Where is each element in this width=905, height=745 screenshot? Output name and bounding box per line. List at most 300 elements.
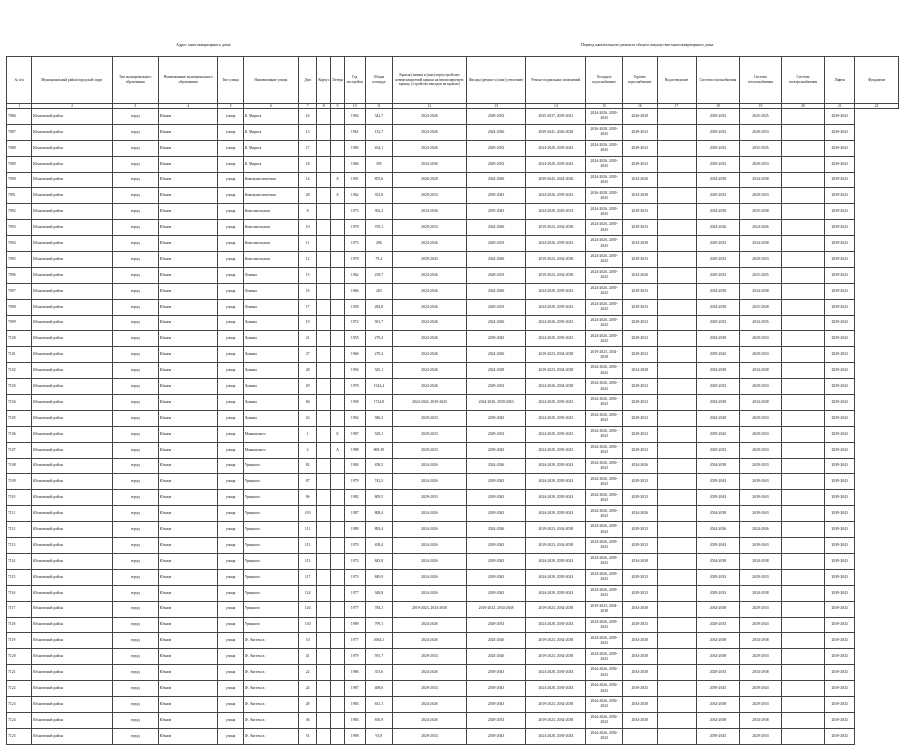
table-cell: 1724,8 — [365, 395, 393, 411]
table-cell: улица — [218, 633, 243, 649]
table-cell: 87 — [298, 474, 316, 490]
table-cell: Ленина — [243, 379, 298, 395]
table-cell: город — [112, 283, 158, 299]
table-cell: Урицкого — [243, 490, 298, 506]
table-cell: 2039-2043 — [825, 712, 855, 728]
table-cell — [331, 220, 345, 236]
table-cell: Юхнов — [158, 696, 218, 712]
table-cell — [331, 315, 345, 331]
column-number: 8 — [317, 104, 331, 109]
table-cell: 2024-2026 — [393, 585, 467, 601]
table-cell: 2029-2033 — [696, 140, 740, 156]
table-cell: 2034-2038 — [740, 363, 781, 379]
table-cell: Юхнов — [158, 109, 218, 125]
table-cell: Ф. Энгельса — [243, 649, 298, 665]
table-cell: 2024-2028, 2039-2043 — [526, 283, 586, 299]
table-cell: 2024-2026 — [393, 140, 467, 156]
table-cell: 1977 — [344, 601, 365, 617]
table-cell — [331, 538, 345, 554]
table-row — [7, 156, 899, 172]
table-cell: 352,8 — [365, 188, 393, 204]
table-cell: 2039-2043 — [466, 442, 526, 458]
table-cell: 2024-2026 — [623, 267, 657, 283]
table-cell: улица — [218, 538, 243, 554]
document-page — [6, 42, 899, 745]
table-cell: 2029-2033 — [623, 585, 657, 601]
table-cell: 2039-2043 — [466, 728, 526, 744]
table-cell: Юхнов — [158, 283, 218, 299]
table-cell: 2029-2033 — [466, 617, 526, 633]
table-cell: Юхновский район — [32, 442, 112, 458]
table-cell: Юхнов — [158, 458, 218, 474]
table-cell: 2024-2026, 2039-2043 — [586, 426, 623, 442]
table-cell: 2024-2026, 2039-2043 — [586, 728, 623, 744]
table-cell: Юхнов — [158, 712, 218, 728]
table-cell: город — [112, 681, 158, 697]
table-cell: 2029-2033 — [696, 585, 740, 601]
table-cell: город — [112, 553, 158, 569]
table-cell: Урицкого — [243, 474, 298, 490]
table-cell: 29 — [298, 379, 316, 395]
table-cell: А — [331, 172, 345, 188]
table-cell: 51 — [298, 728, 316, 744]
table-cell: Юхновский район — [32, 696, 112, 712]
table-row — [7, 601, 899, 617]
table-cell: Ленина — [243, 363, 298, 379]
table-cell — [317, 617, 331, 633]
table-cell: Юхновский район — [32, 601, 112, 617]
table-cell: 2039-2043 — [696, 426, 740, 442]
table-cell: 2034-2036 — [393, 156, 467, 172]
table-cell: 2024-2028, 2039-2043 — [526, 490, 586, 506]
table-cell: 2029-2033 — [696, 665, 740, 681]
table-cell: 1989 — [344, 522, 365, 538]
table-cell: 869,39 — [365, 442, 393, 458]
table-cell: 2025-2028 — [740, 299, 781, 315]
table-cell — [781, 299, 825, 315]
column-header: Наименование муниципального образования — [158, 57, 218, 104]
table-cell: улица — [218, 156, 243, 172]
table-cell: 2025-2025 — [740, 109, 781, 125]
table-cell: Юхнов — [158, 140, 218, 156]
table-cell: 1998 — [344, 728, 365, 744]
column-number: 13 — [466, 104, 526, 109]
table-cell: 2034-2038 — [696, 649, 740, 665]
table-cell: 1972 — [344, 553, 365, 569]
table-cell — [657, 665, 696, 681]
table-cell: Юхновский район — [32, 665, 112, 681]
table-cell: 2029-2033 — [740, 347, 781, 363]
table-cell — [317, 585, 331, 601]
column-number: 15 — [586, 104, 623, 109]
table-cell: город — [112, 379, 158, 395]
table-row — [7, 172, 899, 188]
table-cell: улица — [218, 681, 243, 697]
table-cell — [657, 696, 696, 712]
table-cell — [317, 633, 331, 649]
table-cell: город — [112, 140, 158, 156]
table-cell: 2029-2033 — [740, 601, 781, 617]
table-cell — [331, 458, 345, 474]
table-cell: 28 — [298, 696, 316, 712]
table-cell — [657, 474, 696, 490]
table-cell: Юхнов — [158, 188, 218, 204]
table-cell: 2026-2028 — [393, 172, 467, 188]
table-cell: 2034-2038 — [740, 712, 781, 728]
table-cell — [331, 696, 345, 712]
table-cell: улица — [218, 474, 243, 490]
table-cell: 348,8 — [365, 585, 393, 601]
table-cell: Юхнов — [158, 442, 218, 458]
table-cell: 2024-2026, 2039-2043 — [586, 696, 623, 712]
table-cell — [331, 109, 345, 125]
table-row — [7, 712, 899, 728]
table-cell: 2024-2026, 2039-2043 — [586, 410, 623, 426]
table-cell: Юхновский район — [32, 379, 112, 395]
table-cell: 7100 — [7, 331, 32, 347]
table-cell — [781, 267, 825, 283]
table-cell: 2039-2043 — [466, 665, 526, 681]
table-cell: Юхнов — [158, 585, 218, 601]
table-cell: 2024-2026, 2039-2043 — [586, 204, 623, 220]
table-cell: 7101 — [7, 347, 32, 363]
table-cell: улица — [218, 585, 243, 601]
table-cell — [657, 538, 696, 554]
table-cell: 2035-2038 — [740, 204, 781, 220]
table-cell: улица — [218, 395, 243, 411]
table-cell: 2024-2026, 2039-2043 — [393, 395, 467, 411]
table-cell: 28 — [298, 363, 316, 379]
table-cell: Маяковского — [243, 442, 298, 458]
table-cell: 1978 — [344, 252, 365, 268]
table-cell: 2039-2043 — [466, 696, 526, 712]
table-cell — [317, 522, 331, 538]
table-cell — [331, 124, 345, 140]
table-row — [7, 585, 899, 601]
table-cell: улица — [218, 283, 243, 299]
column-number: 3 — [112, 104, 158, 109]
table-cell — [657, 426, 696, 442]
column-header: Система теплоснабжения — [740, 57, 781, 104]
table-cell — [331, 410, 345, 426]
table-cell: Юхновский район — [32, 124, 112, 140]
table-cell: А — [331, 188, 345, 204]
table-cell: 2024-2026, 2039-2043 — [586, 331, 623, 347]
table-cell: 2029-2033 — [696, 109, 740, 125]
table-cell: 1975 — [344, 204, 365, 220]
table-cell: 2029-2033 — [623, 124, 657, 140]
table-cell: 2039-2043 — [740, 681, 781, 697]
column-header: Дом — [298, 57, 316, 104]
table-cell: 408,6 — [365, 681, 393, 697]
table-cell — [781, 522, 825, 538]
table-cell: 1977 — [344, 633, 365, 649]
table-cell: 16 — [298, 109, 316, 125]
table-cell — [657, 124, 696, 140]
table-cell: 2034-2038 — [623, 363, 657, 379]
table-cell — [317, 236, 331, 252]
table-cell: 2039-2043 — [825, 553, 855, 569]
table-cell: А — [331, 442, 345, 458]
table-cell: 7098 — [7, 299, 32, 315]
table-cell: 2024-2028 — [696, 410, 740, 426]
table-cell — [317, 109, 331, 125]
table-cell — [657, 140, 696, 156]
table-cell: 1983 — [344, 696, 365, 712]
table-row — [7, 617, 899, 633]
table-cell: 2034-2038 — [696, 458, 740, 474]
table-cell: 111 — [298, 522, 316, 538]
table-cell — [781, 696, 825, 712]
table-cell: 1956 — [344, 363, 365, 379]
table-cell: 2029-2033 — [623, 140, 657, 156]
table-cell: Ленина — [243, 395, 298, 411]
table-cell: улица — [218, 696, 243, 712]
table-cell: 1966 — [344, 347, 365, 363]
table-cell: 2024-2026 — [393, 458, 467, 474]
table-cell: Юхнов — [158, 172, 218, 188]
table-cell: 28 — [298, 188, 316, 204]
table-cell — [331, 490, 345, 506]
table-cell: 2019-2023, 2034-2038 — [526, 712, 586, 728]
table-cell: Урицкого — [243, 522, 298, 538]
table-cell — [657, 315, 696, 331]
table-cell: 2024-2026 — [393, 347, 467, 363]
table-cell: Урицкого — [243, 601, 298, 617]
table-cell: 2039-2043 — [825, 252, 855, 268]
table-cell: 2029-2033 — [466, 299, 526, 315]
table-cell — [781, 172, 825, 188]
table-cell: 392,2 — [365, 204, 393, 220]
table-cell: 2024-2026 — [393, 538, 467, 554]
table-cell — [657, 220, 696, 236]
column-number: 6 — [243, 104, 298, 109]
table-cell: 2024-2026 — [466, 283, 526, 299]
table-cell: 1982 — [344, 490, 365, 506]
table-cell: 2039-2043 — [825, 665, 855, 681]
table-cell: 2029-2033 — [623, 220, 657, 236]
table-cell: Юхновский район — [32, 553, 112, 569]
table-cell — [331, 267, 345, 283]
table-cell: город — [112, 109, 158, 125]
table-cell — [331, 681, 345, 697]
table-cell: 1987 — [344, 681, 365, 697]
table-cell — [331, 617, 345, 633]
table-cell: Урицкого — [243, 538, 298, 554]
table-cell: 2024-2026 — [623, 506, 657, 522]
table-row — [7, 236, 899, 252]
table-cell — [331, 347, 345, 363]
table-cell: 2029-2033 — [466, 156, 526, 172]
table-cell: 126 — [298, 601, 316, 617]
table-cell: 2024-2028, 2039-2043 — [526, 395, 586, 411]
table-cell: 454,1 — [365, 140, 393, 156]
table-cell: 631,1 — [365, 696, 393, 712]
table-cell: 2024-2026, 2039-2043 — [586, 569, 623, 585]
table-cell: 2024-2026 — [393, 379, 467, 395]
table-cell — [657, 728, 696, 744]
table-row — [7, 331, 899, 347]
table-cell — [781, 681, 825, 697]
table-cell: 113 — [298, 553, 316, 569]
table-cell: Юхновский район — [32, 490, 112, 506]
table-cell: 370,1 — [365, 220, 393, 236]
table-cell: 2024-2028, 2039-2043 — [526, 569, 586, 585]
column-header: Фундамент — [855, 57, 899, 104]
table-cell — [317, 506, 331, 522]
table-cell — [657, 347, 696, 363]
table-cell: 7124 — [7, 712, 32, 728]
table-cell: 103 — [298, 506, 316, 522]
table-cell: 2024-2028, 2039-2043 — [526, 553, 586, 569]
table-cell: улица — [218, 506, 243, 522]
table-cell: 2029-2033 — [623, 426, 657, 442]
table-cell: 2024-2026 — [466, 522, 526, 538]
table-cell: Юхновский район — [32, 728, 112, 744]
table-cell: Юхновский район — [32, 681, 112, 697]
table-cell — [657, 331, 696, 347]
table-cell: 1983 — [344, 712, 365, 728]
table-row — [7, 649, 899, 665]
table-cell: 2024-2028, 2039-2043 — [526, 665, 586, 681]
table-cell: 1984 — [344, 458, 365, 474]
table-cell: 239,7 — [365, 267, 393, 283]
table-cell: 2034-2038 — [623, 696, 657, 712]
table-cell — [317, 665, 331, 681]
table-cell: улица — [218, 236, 243, 252]
table-cell: улица — [218, 569, 243, 585]
table-cell: 7099 — [7, 315, 32, 331]
column-number: 2 — [32, 104, 112, 109]
table-cell: 1986 — [344, 665, 365, 681]
table-cell: город — [112, 410, 158, 426]
table-cell: 2029-2033 — [393, 410, 467, 426]
table-cell: 2029-2033 — [393, 490, 467, 506]
table-cell — [781, 331, 825, 347]
column-header: Фасады (ремонт и (или) утепление) — [466, 57, 526, 104]
table-cell: город — [112, 569, 158, 585]
table-cell: 2029-2033 — [740, 649, 781, 665]
table-cell — [331, 553, 345, 569]
table-cell: 2039-2043 — [466, 681, 526, 697]
table-cell — [317, 124, 331, 140]
table-cell: город — [112, 665, 158, 681]
table-cell: 2029-2033 — [623, 331, 657, 347]
table-cell: 2039-2043 — [825, 220, 855, 236]
table-cell: 2024-2026 — [696, 522, 740, 538]
table-row — [7, 204, 899, 220]
table-cell — [317, 363, 331, 379]
table-cell — [317, 252, 331, 268]
table-cell: 36 — [298, 712, 316, 728]
table-cell: 2039-2043 — [696, 728, 740, 744]
table-cell — [331, 299, 345, 315]
table-cell: 2024-2026, 2039-2043 — [586, 506, 623, 522]
table-cell — [657, 506, 696, 522]
column-header: Система газоснабжения — [696, 57, 740, 104]
table-cell: улица — [218, 204, 243, 220]
table-cell: 2026-2028 — [623, 109, 657, 125]
table-cell: Юхнов — [158, 124, 218, 140]
table-cell: 7125 — [7, 728, 32, 744]
table-cell: 345,1 — [365, 363, 393, 379]
table-cell — [657, 601, 696, 617]
column-number: 17 — [657, 104, 696, 109]
table-cell: город — [112, 728, 158, 744]
table-cell: 855,6 — [365, 172, 393, 188]
table-cell — [317, 331, 331, 347]
table-cell: 2024-2026, 2039-2043 — [586, 283, 623, 299]
table-cell: город — [112, 267, 158, 283]
table-cell: 1961 — [344, 124, 365, 140]
table-cell: 2039-2043 — [696, 681, 740, 697]
table-cell: Юхновский район — [32, 585, 112, 601]
table-cell: 2029-2033 — [623, 442, 657, 458]
column-header: Год постройки — [344, 57, 365, 104]
table-cell: улица — [218, 252, 243, 268]
table-cell — [331, 522, 345, 538]
table-cell: Юхновский район — [32, 252, 112, 268]
table-cell: 2024-2026 — [393, 109, 467, 125]
table-cell: Ф. Энгельса — [243, 681, 298, 697]
table-cell — [781, 379, 825, 395]
column-number: 18 — [696, 104, 740, 109]
table-cell — [781, 474, 825, 490]
table-cell: 458,4 — [365, 538, 393, 554]
table-cell: 2039-2043 — [740, 490, 781, 506]
table-cell: 1979 — [344, 474, 365, 490]
table-cell: 2039-2043 — [825, 395, 855, 411]
table-cell: 2024-2028, 2039-2043 — [526, 299, 586, 315]
column-header: Водоотведение — [657, 57, 696, 104]
table-cell: 2019-2023, 2034-2038 — [526, 633, 586, 649]
table-cell — [317, 299, 331, 315]
table-row — [7, 633, 899, 649]
table-cell: 784,1 — [365, 601, 393, 617]
table-cell: 2024-2028, 2039-2043 — [526, 474, 586, 490]
table-cell — [781, 585, 825, 601]
table-cell: 2024-2026 — [393, 696, 467, 712]
table-cell: 2024-2028, 2039-2043 — [526, 728, 586, 744]
table-cell: Юхнов — [158, 569, 218, 585]
table-cell: Юхновский район — [32, 220, 112, 236]
table-cell: 7117 — [7, 601, 32, 617]
table-cell: 2029-2033 — [696, 156, 740, 172]
table-cell: 2039-2043 — [825, 331, 855, 347]
table-cell: 19 — [298, 315, 316, 331]
table-cell: 2034-2038 — [623, 649, 657, 665]
table-cell — [781, 109, 825, 125]
table-cell — [781, 665, 825, 681]
table-cell — [781, 426, 825, 442]
table-cell: 2039-2043 — [825, 649, 855, 665]
table-cell: 2039-2043 — [623, 681, 657, 697]
table-cell — [781, 188, 825, 204]
table-cell: город — [112, 633, 158, 649]
table-cell: 2034-2036 — [393, 204, 467, 220]
column-number: 16 — [623, 104, 657, 109]
table-row — [7, 522, 899, 538]
table-cell: 2029-2033 — [696, 124, 740, 140]
table-cell: 79,4 — [365, 252, 393, 268]
table-cell: 2029-2033 — [623, 204, 657, 220]
table-cell: 2024-2026 — [393, 569, 467, 585]
table-row — [7, 267, 899, 283]
column-number: 19 — [740, 104, 781, 109]
table-cell — [317, 569, 331, 585]
table-cell: 2039-2043 — [825, 522, 855, 538]
table-cell: 2034-2038 — [740, 395, 781, 411]
